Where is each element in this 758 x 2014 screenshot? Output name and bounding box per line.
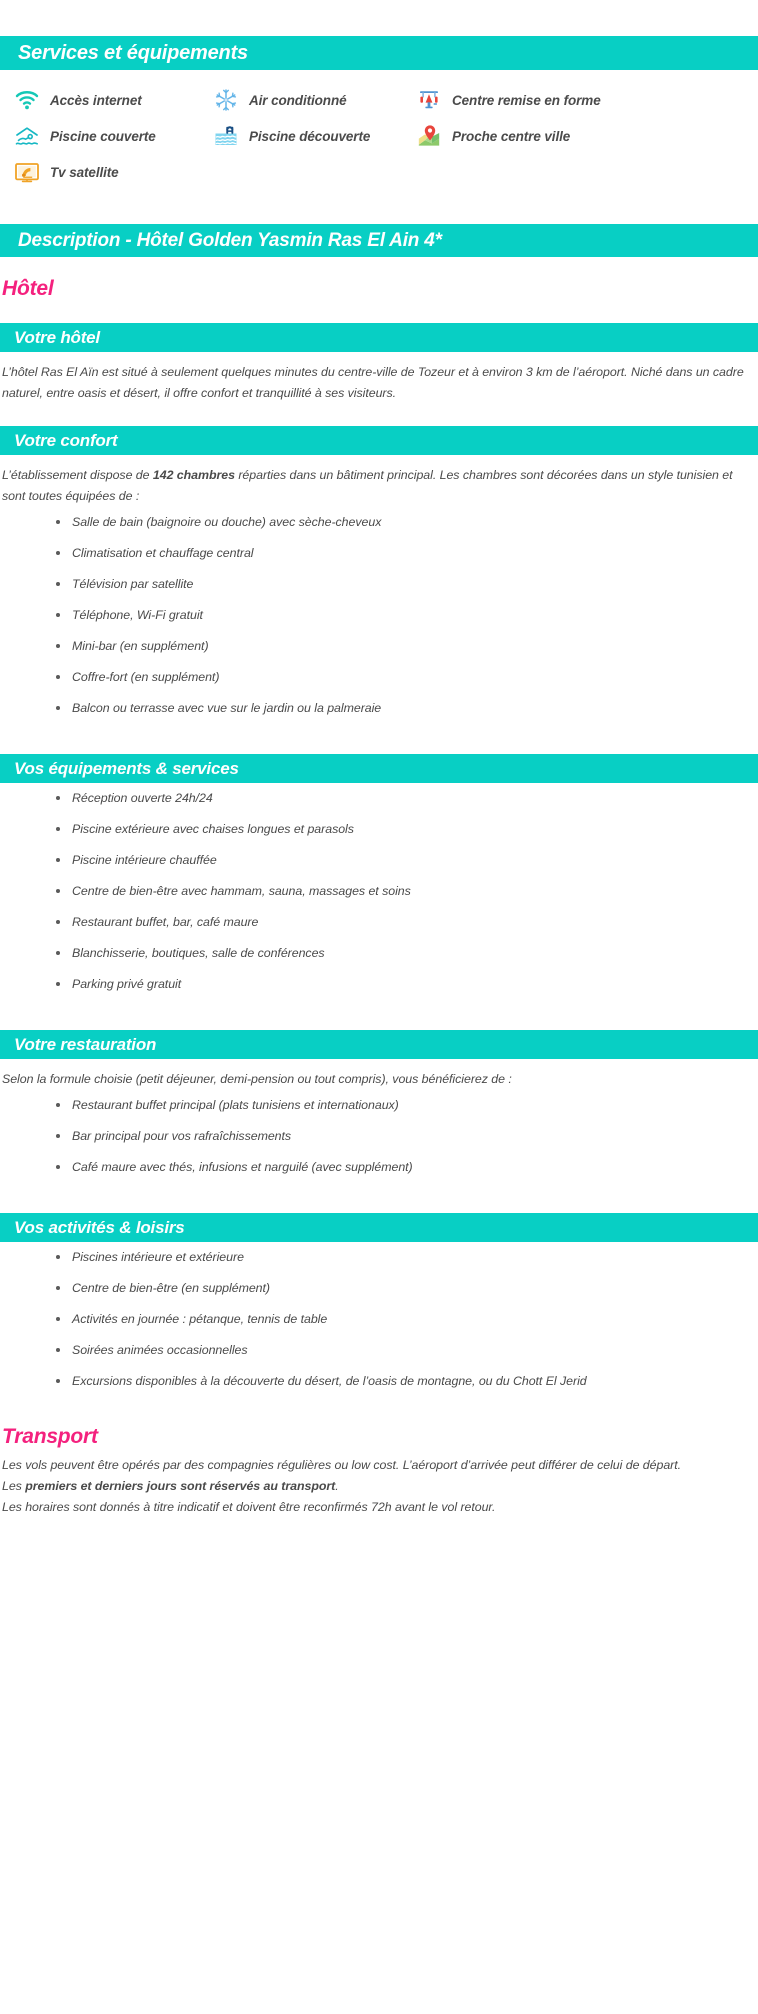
- wifi-icon: [14, 87, 40, 113]
- section-intro-votre-restauration: Selon la formule choisie (petit déjeuner, demi-pension ou tout compris), vous bénéficierez de :: [2, 1072, 512, 1086]
- description-banner-title: Description - Hôtel Golden Yasmin Ras El Ain 4*: [18, 229, 442, 251]
- list-item: Réception ouverte 24h/24: [56, 791, 758, 805]
- gap-after-vos-equipements: [0, 1008, 758, 1030]
- intro-bold-rooms-count: 142 chambres: [152, 468, 235, 482]
- section-banner-vos-equipements: [0, 754, 758, 783]
- transport-line-2-pre: Les: [2, 1479, 26, 1493]
- list-item: Soirées animées occasionnelles: [56, 1343, 758, 1357]
- section-title: Vos équipements & services: [14, 758, 239, 778]
- section-banner-votre-hotel: [0, 323, 758, 352]
- list-item: Excursions disponibles à la découverte du désert, de l’oasis de montagne, ou du Chott El Jerid: [56, 1374, 758, 1388]
- services-row-1: [0, 82, 758, 118]
- list-item: Coffre-fort (en supplément): [56, 670, 758, 684]
- snowflake-icon: [213, 87, 239, 113]
- gap-after-votre-confort: [0, 732, 758, 754]
- list-item: Balcon ou terrasse avec vue sur le jardin ou la palmeraie: [56, 701, 758, 715]
- transport-line-3: Les horaires sont donnés à titre indicatif et doivent être reconfirmés 72h avant le vol retour.: [2, 1500, 496, 1514]
- section-title: Votre confort: [14, 430, 118, 450]
- transport-text: [0, 1449, 758, 1518]
- section-banner-vos-activites: [0, 1213, 758, 1242]
- list-item: Bar principal pour vos rafraîchissements: [56, 1129, 758, 1143]
- list-item: Café maure avec thés, infusions et narguilé (avec supplément): [56, 1160, 758, 1174]
- service-item-acces-internet: [0, 87, 204, 113]
- section-title: Vos activités & loisirs: [14, 1217, 185, 1237]
- transport-line-2-post: .: [335, 1479, 339, 1493]
- transport-line-2-bold: premiers et derniers jours sont réservés au transport: [25, 1479, 336, 1493]
- section-intro-votre-hotel: L’hôtel Ras El Aïn est situé à seulement quelques minutes du centre-ville de Tozeur et à environ 3 km de l’aéroport. Niché dans un cadre naturel, entre oasis et désert, il offre confort et tranquillité à ses visiteurs.: [2, 365, 744, 400]
- section-intro-votre-confort: [0, 455, 758, 507]
- bullet-list-votre-restauration: [0, 1090, 758, 1174]
- section-banner-votre-confort: [0, 426, 758, 455]
- service-label: Piscine découverte: [249, 128, 371, 144]
- intro-pre: L’établissement dispose de: [2, 468, 153, 482]
- list-item: Centre de bien-être (en supplément): [56, 1281, 758, 1295]
- services-description-gap: [0, 190, 758, 224]
- page-title-hotel: Hôtel: [2, 277, 54, 300]
- service-item-piscine-decouverte: [204, 123, 401, 149]
- page-bottom-gap: [0, 1518, 758, 1530]
- list-item: Télévision par satellite: [56, 577, 758, 591]
- description-banner: [0, 224, 758, 257]
- service-label: Air conditionné: [249, 92, 347, 108]
- list-item: Téléphone, Wi-Fi gratuit: [56, 608, 758, 622]
- list-item: Restaurant buffet principal (plats tunisiens et internationaux): [56, 1098, 758, 1112]
- indoor-pool-icon: [14, 123, 40, 149]
- service-item-centre-remise-en-forme: [401, 87, 701, 113]
- list-item: Centre de bien-être avec hammam, sauna, massages et soins: [56, 884, 758, 898]
- list-item: Restaurant buffet, bar, café maure: [56, 915, 758, 929]
- service-label: Accès internet: [50, 92, 142, 108]
- section-banner-votre-restauration: [0, 1030, 758, 1059]
- transport-line-1: Les vols peuvent être opérés par des compagnies régulières ou low cost. L’aéroport d’arrivée peut différer de celui de départ.: [2, 1458, 682, 1472]
- services-banner-title: Services et équipements: [18, 41, 248, 64]
- service-item-proche-centre-ville: [401, 123, 701, 149]
- bullet-list-vos-activites: [0, 1242, 758, 1388]
- list-item: Activités en journée : pétanque, tennis de table: [56, 1312, 758, 1326]
- gap-after-votre-restauration: [0, 1191, 758, 1213]
- list-item: Blanchisserie, boutiques, salle de conférences: [56, 946, 758, 960]
- outdoor-pool-icon: [213, 123, 239, 149]
- gap-after-votre-hotel: [0, 404, 758, 426]
- fitness-icon: [416, 87, 442, 113]
- bullet-list-vos-equipements: [0, 783, 758, 991]
- services-row-2: [0, 118, 758, 154]
- service-item-piscine-couverte: [0, 123, 204, 149]
- section-title: Votre hôtel: [14, 327, 100, 347]
- transport-line-2: [2, 1476, 756, 1497]
- service-label: Tv satellite: [50, 164, 119, 180]
- list-item: Piscines intérieure et extérieure: [56, 1250, 758, 1264]
- service-label: Piscine couverte: [50, 128, 156, 144]
- list-item: Salle de bain (baignoire ou douche) avec sèche-cheveux: [56, 515, 758, 529]
- intro-post: réparties dans un bâtiment principal. Les chambres sont décorées dans un style tunisien et sont toutes équipées de :: [2, 468, 733, 503]
- services-banner: [0, 36, 758, 70]
- list-item: Piscine extérieure avec chaises longues et parasols: [56, 822, 758, 836]
- service-label: Proche centre ville: [452, 128, 571, 144]
- section-title: Votre restauration: [14, 1034, 157, 1054]
- service-item-tv-satellite: [0, 159, 204, 185]
- bullet-list-votre-confort: [0, 507, 758, 715]
- satellite-tv-icon: [14, 159, 40, 185]
- service-item-air-conditionne: [204, 87, 401, 113]
- service-label: Centre remise en forme: [452, 92, 601, 108]
- list-item: Mini-bar (en supplément): [56, 639, 758, 653]
- hotel-heading-gap: [0, 301, 758, 323]
- page-title-transport: Transport: [2, 1425, 98, 1448]
- list-item: Parking privé gratuit: [56, 977, 758, 991]
- map-pin-icon: [416, 123, 442, 149]
- list-item: Climatisation et chauffage central: [56, 546, 758, 560]
- services-grid: [0, 70, 758, 190]
- services-row-3: [0, 154, 758, 190]
- list-item: Piscine intérieure chauffée: [56, 853, 758, 867]
